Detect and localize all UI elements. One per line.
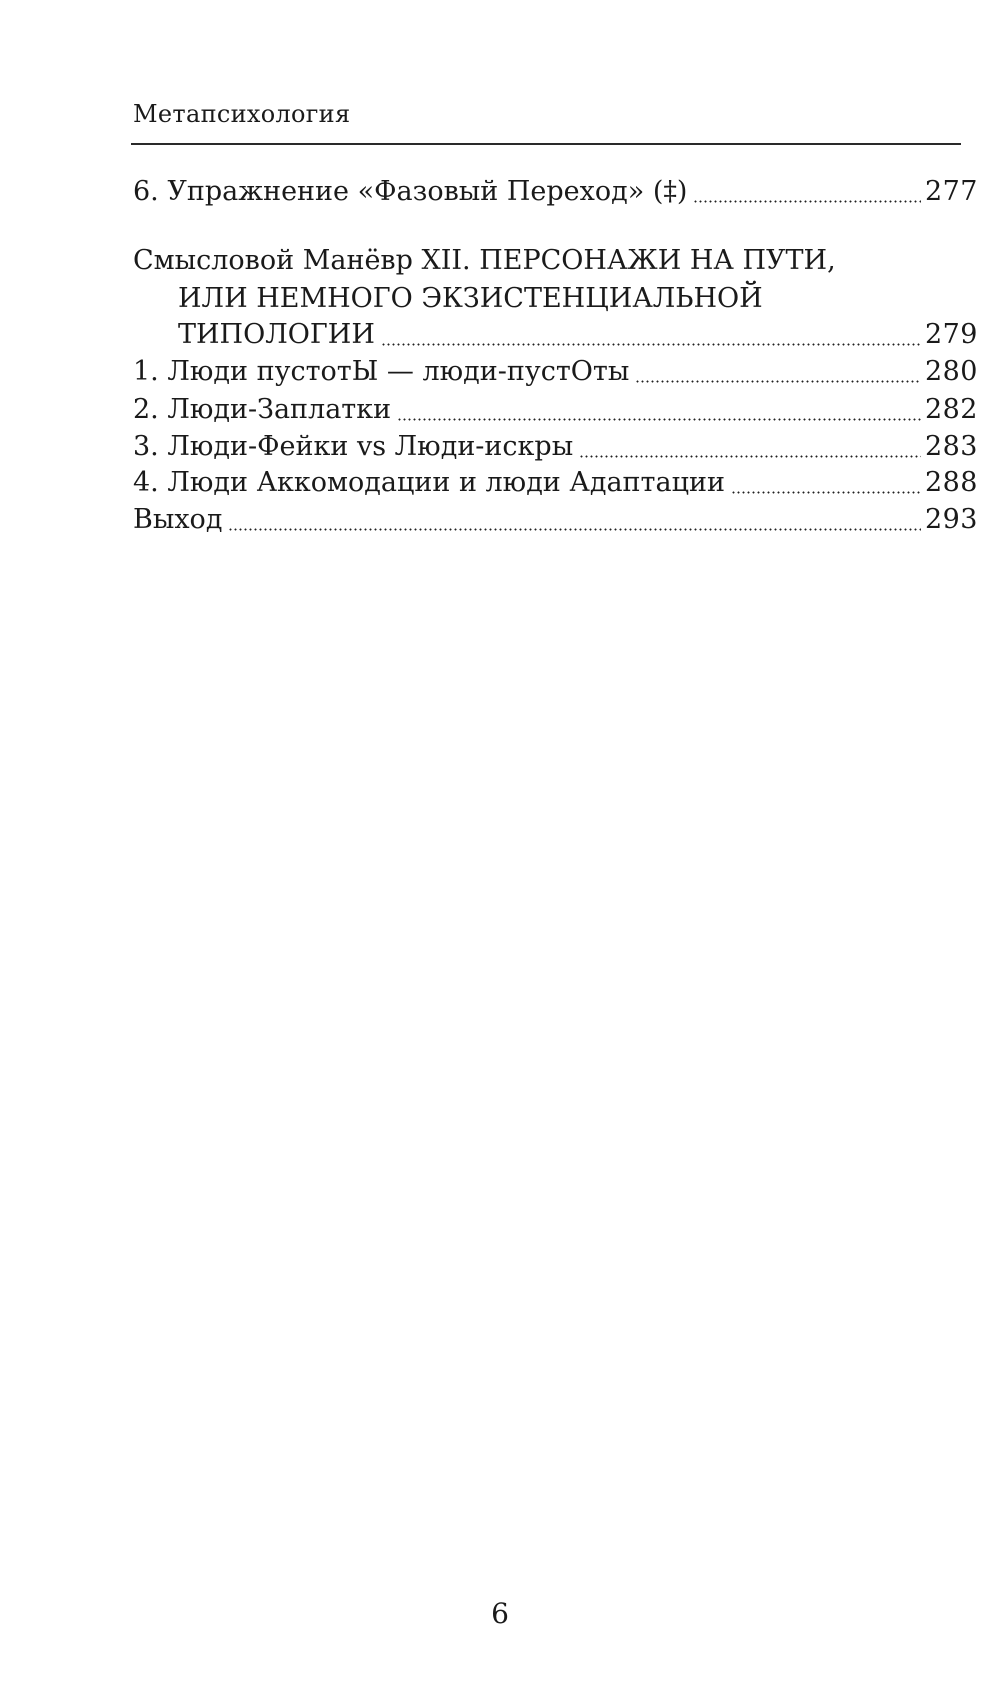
toc-entry — [133, 463, 978, 503]
toc-page-number: 279 — [924, 319, 978, 350]
toc-entry — [133, 352, 978, 392]
toc-page-number: 277 — [924, 176, 978, 207]
toc-entry-title: 3. Люди-Фейки vs Люди-искры — [133, 431, 574, 462]
dot-leader — [693, 200, 921, 203]
dot-leader — [579, 455, 921, 458]
header-rule — [131, 143, 961, 145]
toc-entry — [133, 390, 978, 430]
toc-page-number: 280 — [924, 356, 978, 387]
toc-entry — [133, 500, 978, 540]
page-number: 6 — [491, 1597, 509, 1630]
toc-entry-title: ИЛИ НЕМНОГО ЭКЗИСТЕНЦИАЛЬНОЙ — [178, 283, 763, 314]
toc-page-number: 288 — [924, 467, 978, 498]
running-head: Метапсихология — [133, 100, 351, 128]
toc-page-number: 282 — [924, 394, 978, 425]
toc-entry-title: 4. Люди Аккомодации и люди Адаптации — [133, 467, 725, 498]
toc-entry-heading-line-2 — [178, 279, 978, 319]
toc-entry — [133, 427, 978, 467]
toc-entry — [133, 172, 978, 212]
toc-page-number: 283 — [924, 431, 978, 462]
dot-leader — [381, 343, 921, 346]
dot-leader — [397, 418, 921, 421]
toc-entry-heading-line-3 — [178, 315, 978, 355]
toc-entry-title: Выход — [133, 504, 223, 535]
dot-leader — [228, 528, 921, 531]
dot-leader — [731, 491, 921, 494]
toc-entry-title: ТИПОЛОГИИ — [178, 319, 375, 350]
toc-entry-heading-line-1 — [133, 241, 978, 281]
dot-leader — [635, 380, 921, 383]
toc-entry-title: Смысловой Манёвр XII. ПЕРСОНАЖИ НА ПУТИ, — [133, 245, 836, 276]
toc-entry-title: 6. Упражнение «Фазовый Переход» (‡) — [133, 176, 688, 207]
toc-entry-title: 2. Люди-Заплатки — [133, 394, 392, 425]
toc-page-number: 293 — [924, 504, 978, 535]
toc-entry-title: 1. Люди пустотЫ — люди-пустОты — [133, 356, 630, 387]
